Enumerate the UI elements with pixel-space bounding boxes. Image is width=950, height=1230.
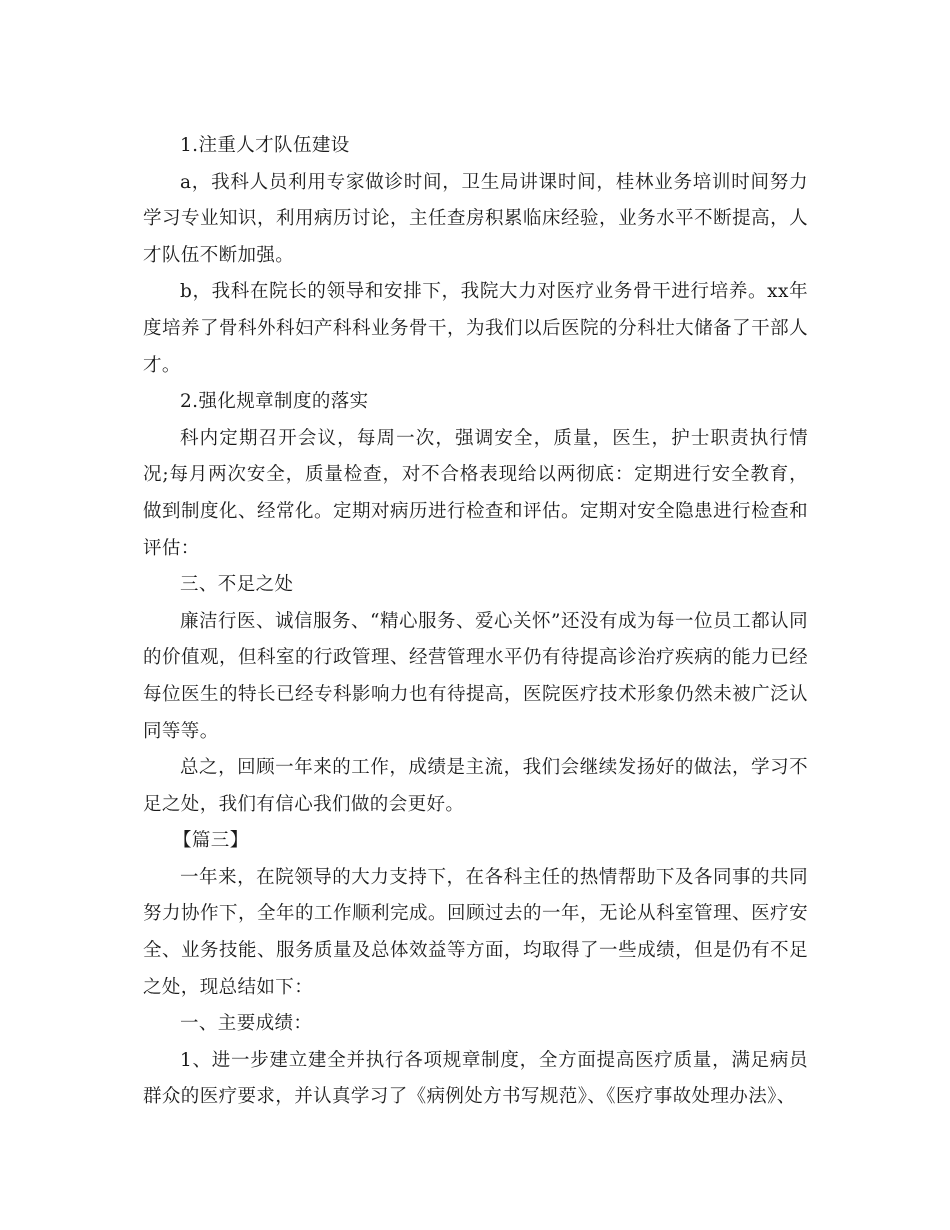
heading-talent-team: 1.注重人才队伍建设 xyxy=(180,135,350,156)
heading-rules: 2.强化规章制度的落实 xyxy=(180,391,369,413)
paragraph-b: b，我科在院长的领导和安排下，我院大力对医疗业务骨干进行培养。xx年度培养了骨科外科妇产科科业务骨干，为我们以后医院的分科壮大储备了干部人才。 xyxy=(143,281,808,376)
heading-part-three: 【篇三】 xyxy=(173,830,249,852)
heading-achievements: 一、主要成绩： xyxy=(180,1013,313,1035)
paragraph-intro: 一年来，在院领导的大力支持下，在各科主任的热情帮助下及各同事的共同努力协作下，全年的工作顺利完成。回顾过去的一年，无论从科室管理、医疗安全、业务技能、服务质量及总体效益等方面，均取得了一些成绩，但是仍有不足之处，现总结如下： xyxy=(143,866,808,998)
paragraph-rules: 科内定期召开会议，每周一次，强调安全，质量，医生，护士职责执行情况;每月两次安全，质量检查，对不合格表现给以两彻底：定期进行安全教育，做到制度化、经常化。定期对病历进行检查和评估。定期对安全隐患进行检查和评估： xyxy=(143,427,808,559)
paragraph-summary: 总之，回顾一年来的工作，成绩是主流，我们会继续发扬好的做法，学习不足之处，我们有信心我们做的会更好。 xyxy=(143,757,808,815)
document-page xyxy=(143,128,808,1116)
heading-shortcomings: 三、不足之处 xyxy=(180,574,294,596)
paragraph-shortcomings: 廉洁行医、诚信服务、“精心服务、爱心关怀”还没有成为每一位员工都认同的价值观，但科室的行政管理、经营管理水平仍有待提高诊治疗疾病的能力已经每位医生的特长已经专科影响力也有待提高，医院医疗技术形象仍然未被广泛认同等等。 xyxy=(143,610,808,742)
paragraph-a: a，我科人员利用专家做诊时间，卫生局讲课时间，桂林业务培训时间努力学习专业知识，利用病历讨论，主任查房积累临床经验，业务水平不断提高，人才队伍不断加强。 xyxy=(143,171,808,266)
paragraph-achievement-1: 1、进一步建立建全并执行各项规章制度，全方面提高医疗质量，满足病员群众的医疗要求，并认真学习了《病例处方书写规范》、《医疗事故处理办法》、 xyxy=(143,1049,808,1108)
